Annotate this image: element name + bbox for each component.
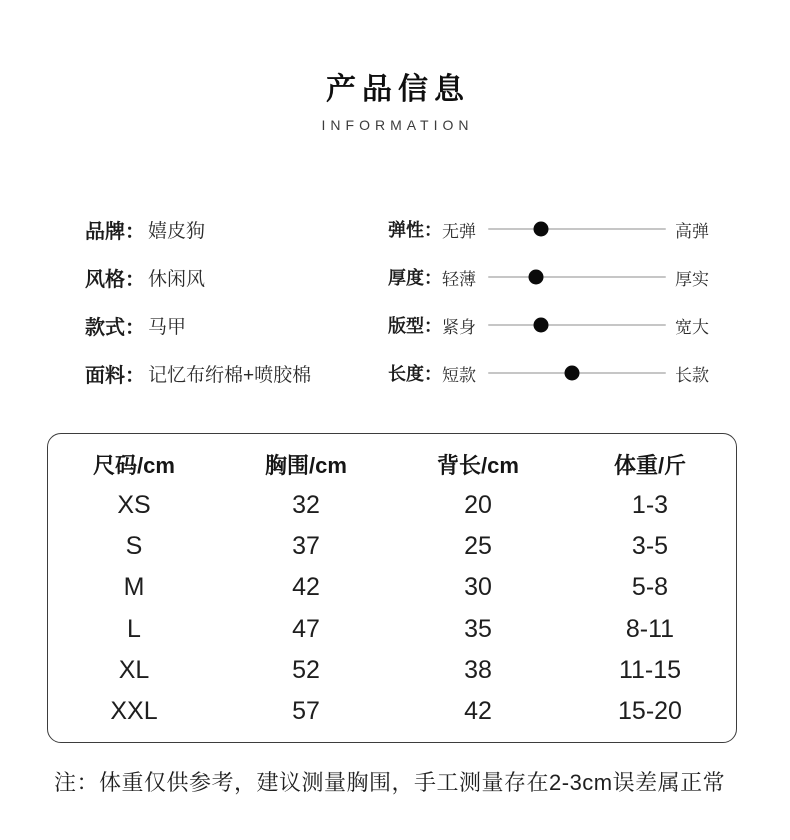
slider-max-fit: 宽大: [675, 317, 709, 337]
size-table-header: 尺码/cm: [93, 453, 175, 479]
specs-section: [0, 205, 790, 405]
attr-label-style: 风格：: [85, 268, 145, 291]
attr-value-style: 休闲风: [148, 268, 206, 290]
size-table: [47, 433, 737, 743]
slider-min-length: 短款: [442, 365, 476, 385]
table-cell-chest: 52: [292, 655, 320, 684]
attr-row-type: [85, 301, 311, 349]
table-cell-chest: 32: [292, 491, 320, 520]
attr-label-brand: 品牌：: [85, 220, 145, 243]
slider-max-elasticity: 高弹: [675, 221, 709, 241]
attr-row-fabric: [85, 349, 311, 397]
table-cell-back: 25: [464, 532, 492, 561]
slider-dot-icon: [529, 270, 544, 285]
size-table-header: 胸围/cm: [265, 453, 347, 479]
table-cell-chest: 42: [292, 573, 320, 602]
table-cell-size: L: [127, 614, 141, 643]
attr-label-fabric: 面料：: [85, 364, 145, 387]
table-cell-size: M: [123, 573, 145, 602]
attr-label-type: 款式：: [85, 316, 145, 339]
table-cell-back: 38: [464, 655, 492, 684]
slider-min-fit: 紧身: [442, 317, 476, 337]
table-cell-back: 20: [464, 491, 492, 520]
slider-label-thickness: 厚度：: [388, 268, 442, 288]
slider-track-elasticity: [488, 228, 666, 230]
slider-label-elasticity: 弹性：: [388, 220, 442, 240]
page-subtitle: INFORMATION: [321, 117, 474, 133]
table-cell-size: XL: [118, 655, 150, 684]
slider-min-elasticity: 无弹: [442, 221, 476, 241]
attr-row-style: [85, 253, 311, 301]
slider-row-elasticity: [388, 205, 709, 253]
attr-value-fabric: 记忆布绗棉+喷胶棉: [148, 364, 312, 386]
slider-dot-icon: [534, 318, 549, 333]
slider-row-thickness: [388, 253, 709, 301]
table-cell-chest: 47: [292, 614, 320, 643]
slider-label-length: 长度：: [388, 364, 442, 384]
slider-track-fit: [488, 324, 666, 326]
table-cell-weight: 5-8: [631, 573, 669, 602]
table-cell-chest: 37: [292, 532, 320, 561]
attr-value-brand: 嬉皮狗: [148, 220, 206, 242]
size-table-header: 背长/cm: [437, 453, 519, 479]
slider-dot-icon: [564, 366, 579, 381]
slider-row-length: [388, 349, 709, 397]
page-title: 产品信息: [326, 73, 470, 106]
size-table-header: 体重/斤: [613, 453, 687, 479]
table-cell-weight: 15-20: [618, 696, 682, 725]
slider-min-thickness: 轻薄: [442, 269, 476, 289]
table-cell-chest: 57: [292, 696, 320, 725]
table-cell-size: XXL: [110, 696, 158, 725]
table-cell-back: 30: [464, 573, 492, 602]
slider-max-length: 长款: [675, 365, 709, 385]
slider-row-fit: [388, 301, 709, 349]
attribute-list: [85, 205, 311, 397]
table-cell-back: 35: [464, 614, 492, 643]
table-cell-size: S: [125, 532, 143, 561]
table-cell-size: XS: [117, 491, 151, 520]
table-cell-weight: 11-15: [618, 655, 682, 684]
slider-list: [388, 205, 709, 397]
slider-max-thickness: 厚实: [675, 269, 709, 289]
table-cell-back: 42: [464, 696, 492, 725]
table-cell-weight: 3-5: [631, 532, 669, 561]
attr-row-brand: [85, 205, 311, 253]
slider-dot-icon: [534, 222, 549, 237]
attr-value-type: 马甲: [148, 316, 187, 338]
measurement-note: 注：体重仅供参考，建议测量胸围，手工测量存在2-3cm误差属正常: [54, 770, 726, 795]
slider-track-thickness: [488, 276, 666, 278]
table-cell-weight: 8-11: [625, 614, 675, 643]
table-cell-weight: 1-3: [631, 491, 669, 520]
slider-label-fit: 版型：: [388, 316, 442, 336]
slider-track-length: [488, 372, 666, 374]
product-info-header: [0, 64, 790, 133]
